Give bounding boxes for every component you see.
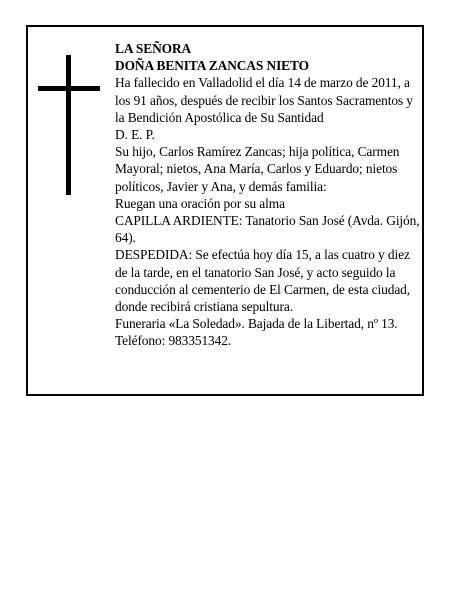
dep-line: D. E. P. [115, 127, 155, 143]
notice-text [115, 40, 421, 350]
family-list: Su hijo, Carlos Ramírez Zancas; hija política, Carmen Mayoral; nietos, Ana María, Carlos y Eduardo; nietos políticos, Javier y Ana, y demás familia: [115, 144, 400, 194]
cross-horizontal-bar [38, 86, 100, 91]
phone-number: Teléfono: 983351342. [115, 333, 232, 349]
cross-icon [38, 55, 100, 195]
notice-title: LA SEÑORA [115, 41, 192, 56]
deceased-name: DOÑA BENITA ZANCAS NIETO [115, 58, 309, 74]
obituary-notice [26, 25, 424, 396]
death-announcement: Ha fallecido en Valladolid el día 14 de marzo de 2011, a los 91 años, después de recibir los Santos Sacramentos y la Bendición Apostólica de Su Santidad [115, 75, 413, 125]
farewell-info: DESPEDIDA: Se efectúa hoy día 15, a las cuatro y diez de la tarde, en el tanatorio San José, y acto seguido la conducción al cementerio de El Carmen, de esta ciudad, donde recibirá cristiana sepultura. [115, 247, 411, 315]
funeral-home: Funeraria «La Soledad». Bajada de la Libertad, nº 13. [115, 316, 398, 332]
cross-vertical-bar [66, 55, 71, 195]
prayer-request: Ruegan una oración por su alma [115, 195, 285, 211]
chapel-info: CAPILLA ARDIENTE: Tanatorio San José (Avda. Gijón, 64). [115, 213, 420, 246]
